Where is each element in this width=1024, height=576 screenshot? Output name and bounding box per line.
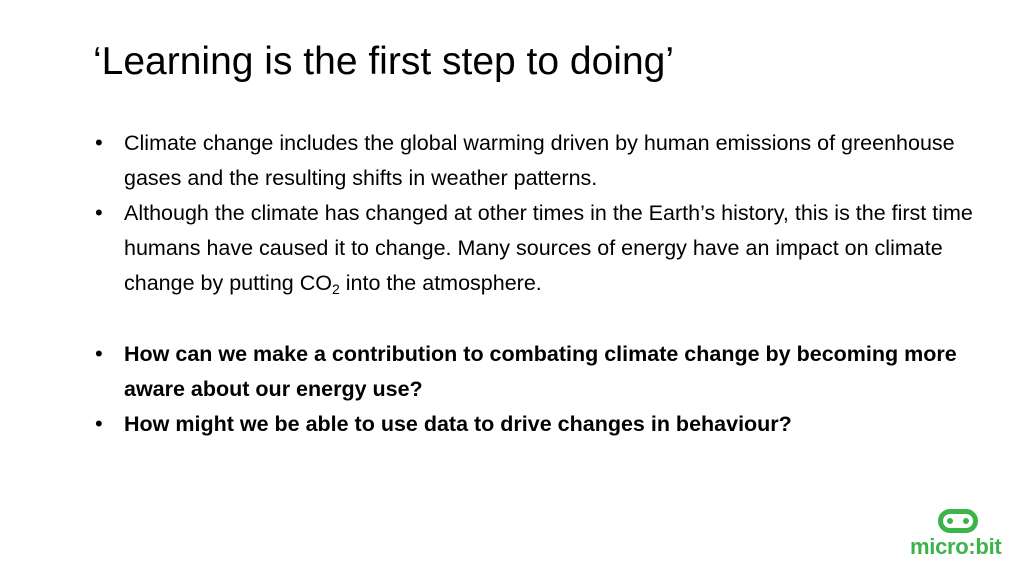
co2-subscript: 2 xyxy=(331,281,340,297)
bullet-item-question xyxy=(95,407,995,442)
microbit-logo xyxy=(910,509,1010,559)
slide-title: ‘Learning is the first step to doing’ xyxy=(93,40,675,83)
bullet-marker: • xyxy=(95,200,103,225)
bullet-text xyxy=(124,201,973,295)
bullet-text-part: into the atmosphere. xyxy=(339,271,542,295)
bullet-text: How might we be able to use data to drive changes in behaviour? xyxy=(124,412,792,436)
bullet-item xyxy=(95,196,995,301)
spacer xyxy=(95,301,995,337)
bullet-text-part: Although the climate has changed at other times in the Earth’s history, this is the first time humans have caused it to change. Many sources of energy have an impact on climate change by putting CO xyxy=(124,201,973,295)
microbit-logo-text: micro:bit xyxy=(910,534,1002,559)
bullet-list xyxy=(95,126,995,442)
bullet-item xyxy=(95,126,995,196)
bullet-marker: • xyxy=(95,411,103,436)
bullet-text: Climate change includes the global warming driven by human emissions of greenhouse gases and the resulting shifts in weather patterns. xyxy=(124,131,955,190)
bullet-text: How can we make a contribution to combating climate change by becoming more aware about our energy use? xyxy=(124,342,957,401)
microbit-logo-icon xyxy=(938,509,978,533)
bullet-marker: • xyxy=(95,130,103,155)
bullet-item-question xyxy=(95,337,995,407)
bullet-marker: • xyxy=(95,341,103,366)
